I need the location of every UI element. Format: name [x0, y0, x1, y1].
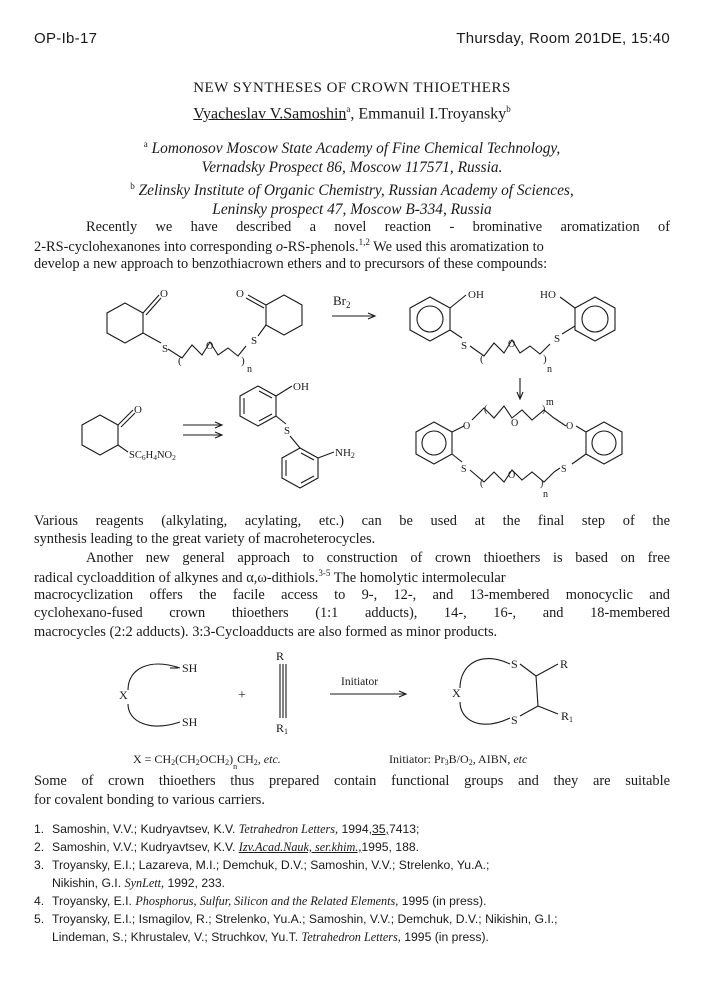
crown-thioether-product	[452, 657, 573, 727]
affiliation-line: Lomonosov Moscow State Academy of Fine Chemical Technology,	[151, 140, 561, 158]
para1-line1: Recently we have described a novel reaction - brominative aromatization of	[86, 219, 670, 235]
paren-open: (	[178, 355, 182, 367]
author-presenting: Vyacheslav V.Samoshin	[193, 105, 347, 123]
reagent-bromine: $Br_2$	[333, 293, 351, 310]
oxygen-label: O	[508, 339, 516, 350]
sulfur-label: S	[554, 333, 561, 345]
affiliation-line: Zelinsky Institute of Organic Chemistry, Russian Academy of Sciences,	[138, 182, 574, 200]
r-label: R	[560, 657, 569, 671]
reference-item: 4. Troyansky, E.I. Phosphorus, Sulfur, Silicon and the Related Elements, 1995 (in press).	[34, 894, 487, 908]
reference-item: 3. Troyansky, E.I.; Lazareva, M.I.; Demchuk, D.V.; Samoshin, V.V.; Strelenko, Yu.A.;	[34, 858, 490, 872]
reference-item: 5. Troyansky, E.I.; Ismagilov, R.; Strelenko, Yu.A.; Samoshin, V.V.; Demchuk, D.V.; Nikishin, G.I.;	[34, 912, 558, 926]
sulfur-label: S	[461, 340, 468, 352]
sulfur-label: S	[162, 343, 169, 355]
thiol-label: SH	[182, 661, 198, 675]
paren-open: (	[480, 478, 484, 489]
subscript-n: n	[547, 364, 552, 375]
oxygen-label: O	[134, 404, 142, 416]
sulfur-label: S	[511, 657, 518, 671]
linker-x-label: X	[119, 688, 128, 702]
r1-label: R1	[276, 721, 289, 736]
reference-item: 1. Samoshin, V.V.; Kudryavtsev, K.V. Tetrahedron Letters, 1994,35,7413;	[34, 822, 420, 836]
session-time: Thursday, Room 201DE, 15:40	[456, 30, 670, 47]
affiliation-sup: a	[143, 139, 148, 149]
para3-line2: radical cycloaddition of alkynes and α,ω-dithiols.$^{3-5}$ The homolytic intermolecular	[34, 568, 506, 586]
amino-label: NH2	[335, 447, 355, 460]
paren-open: (	[484, 404, 488, 415]
r-label: R	[276, 649, 285, 663]
author-sup: a	[346, 104, 351, 114]
para4-line1: Some of crown thioethers thus prepared contain functional groups and they are suitable	[34, 773, 670, 789]
initiator-definition: Initiator: Pr3B/O2, AIBN, etc	[389, 752, 528, 767]
subscript-m: m	[546, 397, 554, 408]
sulfur-label: S	[284, 425, 291, 437]
initiator-label: Initiator	[341, 676, 379, 688]
paren-close: )	[543, 353, 547, 365]
para1-line2: 2-RS-cyclohexanones into corresponding o-RS-phenols.$^{1,2}$ We used this aromatization to	[34, 237, 544, 255]
plus-sign: +	[238, 688, 246, 703]
subscript-n: n	[247, 364, 252, 375]
hydroxyl-label: OH	[293, 381, 309, 393]
hydroxyl-label: HO	[540, 289, 556, 301]
paren-close: )	[540, 478, 544, 489]
oxygen-label: O	[463, 421, 471, 432]
para2-line2: synthesis leading to the great variety of macroheterocycles.	[34, 531, 376, 547]
session-code: OP-Ib-17	[34, 30, 98, 47]
para3-line3: macrocyclization offers the facile access to 9-, 12-, and 13-membered monocyclic and	[34, 587, 670, 603]
reference-item: 2. Samoshin, V.V.; Kudryavtsev, K.V. Izv.Acad.Nauk, ser.khim.,1995, 188.	[34, 840, 420, 854]
para3-line1: Another new general approach to construction of crown thioethers is based on free	[86, 550, 670, 566]
linker-definition: $X = CH2(CH2OCH2)_nCH2$, etc.	[133, 752, 281, 771]
paren-close: )	[542, 404, 546, 415]
oxygen-label: O	[511, 418, 519, 429]
dithiol	[119, 661, 198, 729]
subscript-n: n	[543, 489, 548, 500]
para3-line4: cyclohexano-fused crown thioethers (1:1 adducts), 14-, 16-, and 18-membered	[34, 605, 670, 621]
para1-line3: develop a new approach to benzothiacrown ethers and to precursors of these compounds:	[34, 256, 548, 272]
author-coauthor: Emmanuil I.Troyansky	[358, 105, 507, 123]
affiliation-sup: b	[130, 181, 135, 192]
paper-title: NEW SYNTHESES OF CROWN THIOETHERS	[193, 80, 511, 96]
r1-label: R1	[561, 709, 574, 724]
paren-open: (	[480, 353, 484, 365]
thiol-label: SH	[182, 715, 198, 729]
author-sup: b	[506, 104, 511, 114]
para3-line5: macrocycles (2:2 adducts). 3:3-Cycloadducts are also formed as minor products.	[34, 624, 498, 640]
affiliation-line: Leninsky prospect 47, Moscow B-334, Russia	[212, 201, 492, 219]
oxygen-label: O	[566, 421, 574, 432]
reference-item-continued: Nikishin, G.I. SynLett, 1992, 233.	[52, 876, 226, 890]
affiliation-line: Vernadsky Prospect 86, Moscow 117571, Russia.	[201, 159, 503, 177]
oxygen-label: O	[236, 288, 244, 300]
hydroxyl-label: OH	[468, 289, 484, 301]
para2-line1: Various reagents (alkylating, acylating, etc.) can be used at the final step of the	[34, 513, 670, 529]
oxygen-label: O	[508, 470, 516, 481]
sulfur-label: S	[251, 335, 258, 347]
para4-line2: for covalent bonding to various carriers.	[34, 792, 265, 808]
sulfur-label: S	[511, 713, 518, 727]
paren-close: )	[241, 355, 245, 367]
sulfur-label: S	[561, 464, 567, 475]
sulfur-label: S	[461, 464, 467, 475]
arylthio-label: SC6H4NO2	[129, 450, 176, 462]
reference-item-continued: Lindeman, S.; Khrustalev, V.; Struchkov, Yu.T. Tetrahedron Letters, 1995 (in press).	[52, 930, 489, 944]
oxygen-label: O	[160, 288, 168, 300]
alkyne	[276, 649, 288, 736]
oxygen-label: O	[206, 341, 214, 352]
author-sep: ,	[350, 105, 359, 123]
linker-x-label: X	[452, 686, 461, 700]
